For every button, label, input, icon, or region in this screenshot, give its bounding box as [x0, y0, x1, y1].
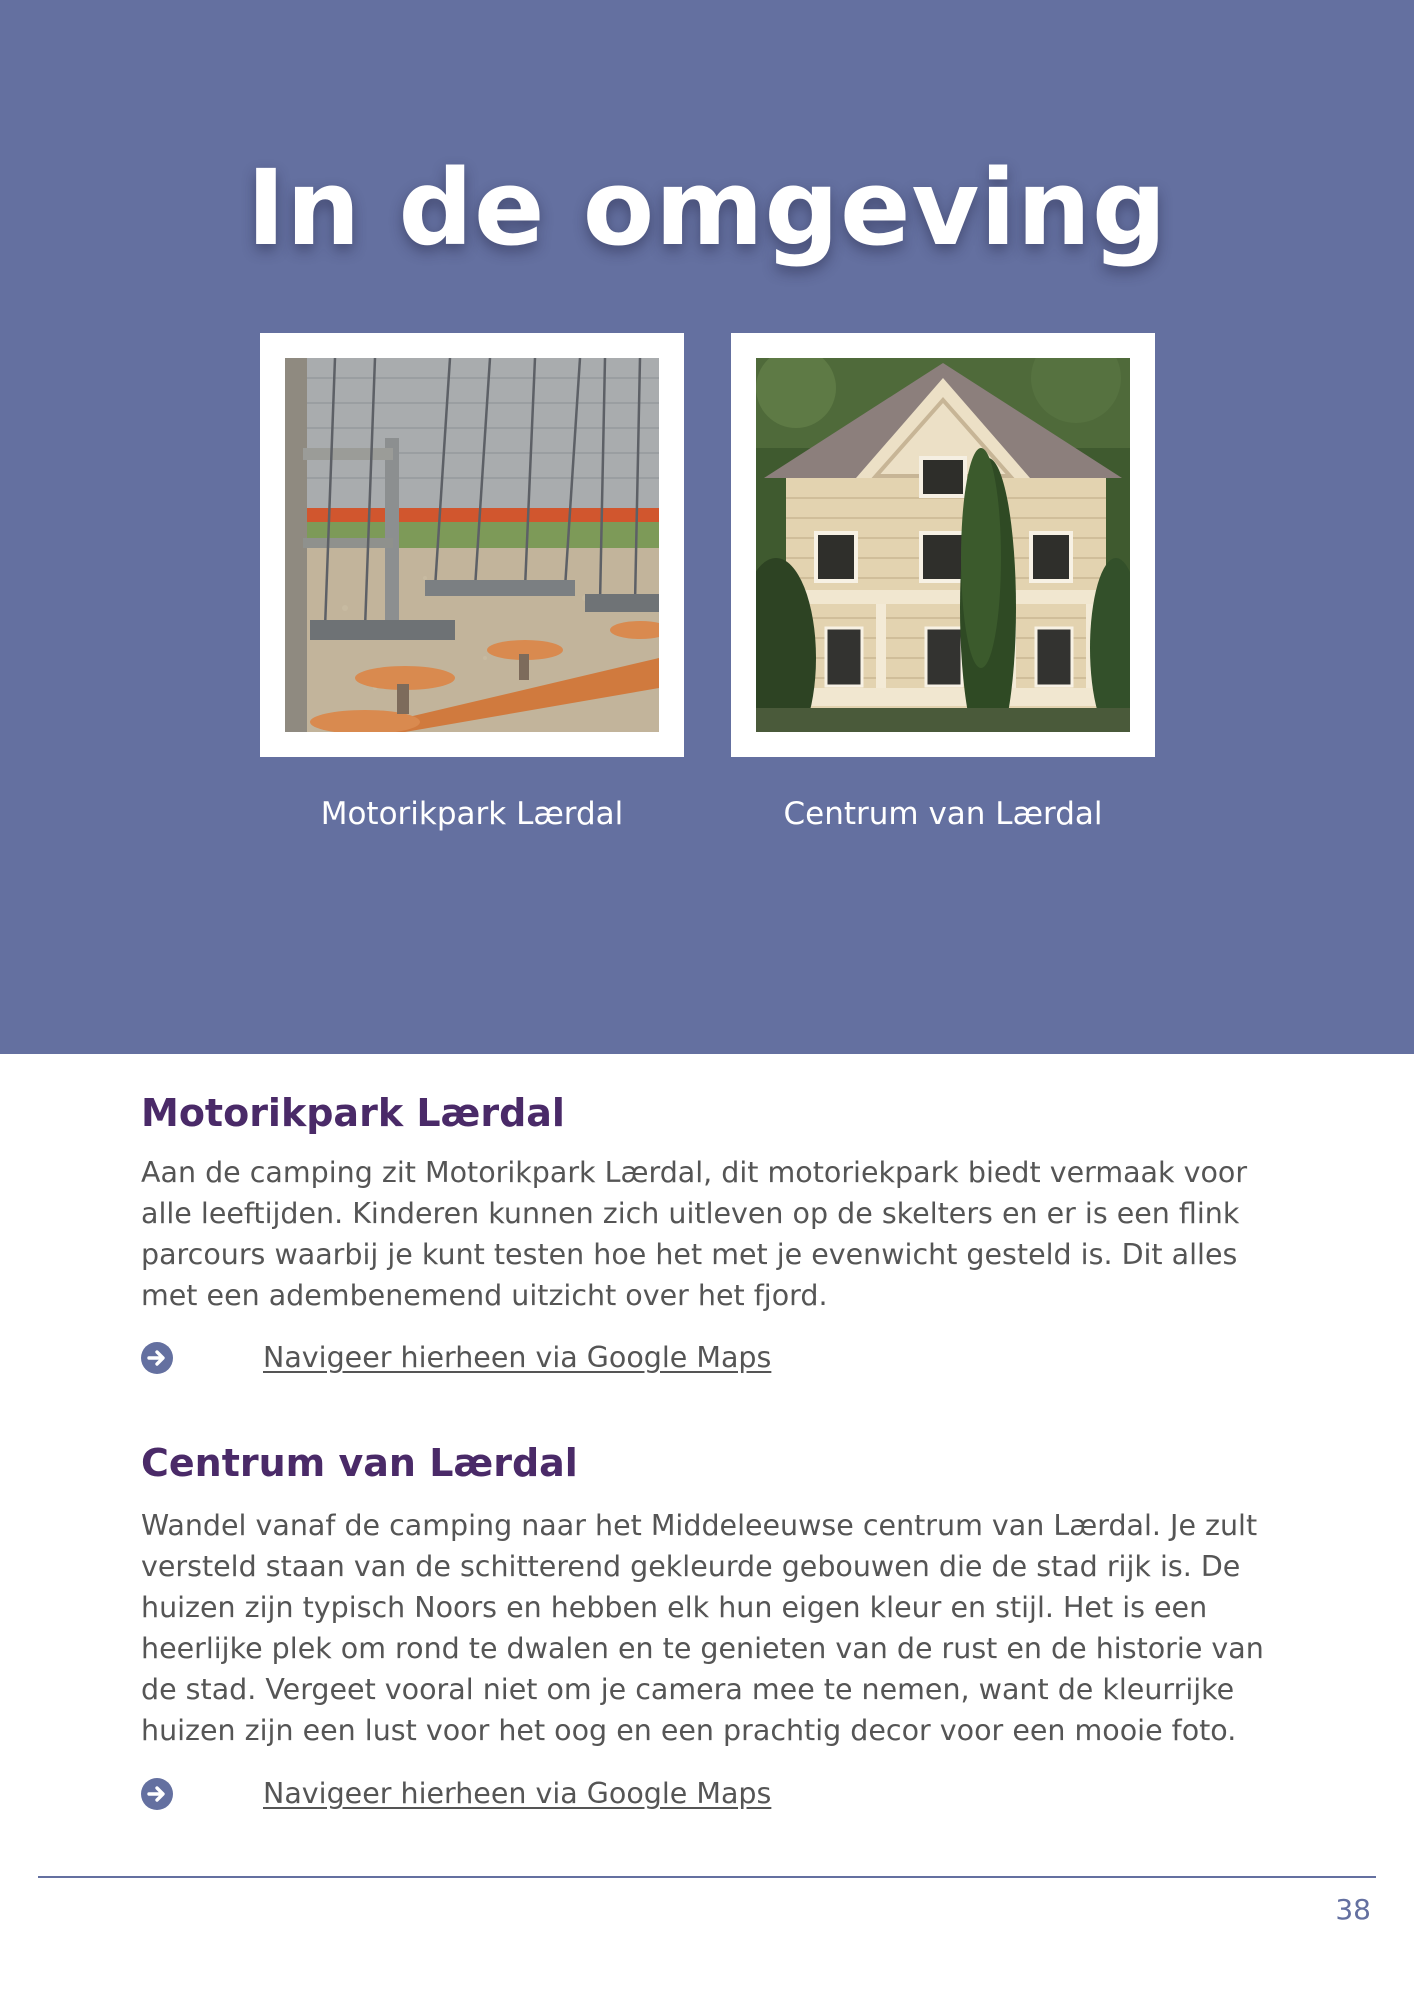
footer-divider — [38, 1876, 1376, 1878]
page-number: 38 — [1335, 1893, 1371, 1926]
playground-photo — [285, 358, 659, 732]
page-title: In de omgeving — [246, 147, 1168, 269]
google-maps-link-motorikpark[interactable]: Navigeer hierheen via Google Maps — [263, 1341, 772, 1374]
photo-card-centrum — [731, 333, 1155, 757]
section-title-centrum: Centrum van Lærdal — [141, 1441, 578, 1485]
photo-card-motorikpark — [260, 333, 684, 757]
section-title-motorikpark: Motorikpark Lærdal — [141, 1091, 565, 1135]
caption-motorikpark: Motorikpark Lærdal — [320, 796, 624, 832]
arrow-circle-right-icon — [141, 1342, 173, 1374]
section-body-motorikpark: Aan de camping zit Motorikpark Lærdal, dit motoriekpark biedt vermaak voor alle leeftijden. Kinderen kunnen zich uitleven op de skelters en er is een flink parcours waarbij je kunt testen hoe het met je evenwicht gesteld is. Dit alles met een adembenemend uitzicht over het fjord. — [141, 1156, 1248, 1312]
google-maps-link-centrum[interactable]: Navigeer hierheen via Google Maps — [263, 1777, 772, 1810]
hotel-building-photo — [756, 358, 1130, 732]
caption-centrum: Centrum van Lærdal — [783, 796, 1103, 832]
section-body-centrum: Wandel vanaf de camping naar het Middeleeuwse centrum van Lærdal. Je zult versteld staan van de schitterend gekleurde gebouwen die de stad rijk is. De huizen zijn typisch Noors en hebben elk hun eigen kleur en stijl. Het is een heerlijke plek om rond te dwalen en te genieten van de rust en de historie van de stad. Vergeet vooral niet om je camera mee te nemen, want de kleurrijke huizen zijn een lust voor het oog en een prachtig decor voor een mooie foto. — [141, 1509, 1264, 1747]
arrow-circle-right-icon — [141, 1778, 173, 1810]
